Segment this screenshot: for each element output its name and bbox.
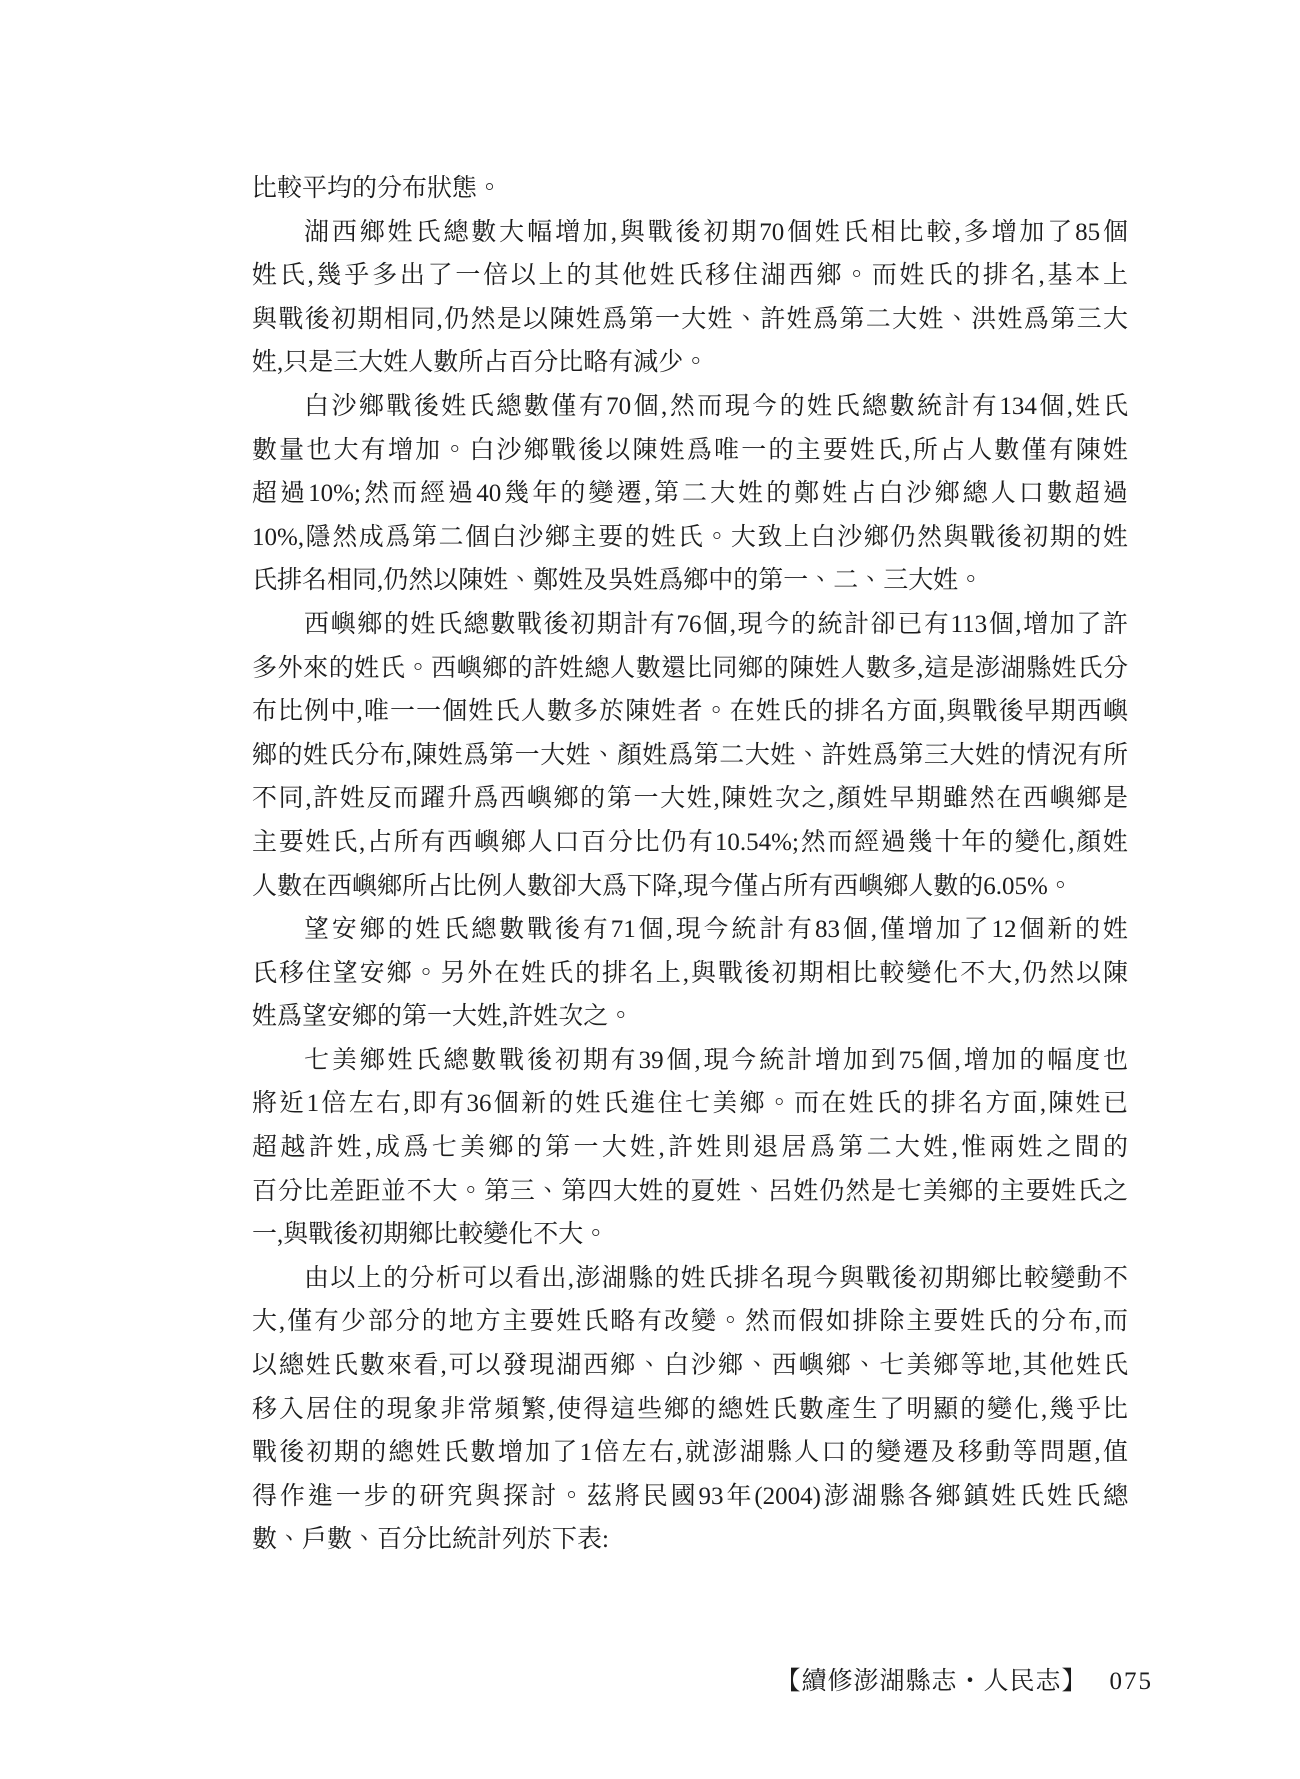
text-line: 鄉的姓氏分布,陳姓爲第一大姓、顏姓爲第二大姓、許姓爲第三大姓的情況有所 [252, 741, 1128, 769]
text-line: 以總姓氏數來看,可以發現湖西鄉、白沙鄉、西嶼鄉、七美鄉等地,其他姓氏 [252, 1352, 1128, 1380]
text-line: 10%,隱然成爲第二個白沙鄉主要的姓氏。大致上白沙鄉仍然與戰後初期的姓 [252, 523, 1128, 551]
text-line: 與戰後初期相同,仍然是以陳姓爲第一大姓、許姓爲第二大姓、洪姓爲第三大 [252, 305, 1128, 333]
text-line: 大,僅有少部分的地方主要姓氏略有改變。然而假如排除主要姓氏的分布,而 [252, 1308, 1128, 1336]
text-line: 比較平均的分布狀態。 [252, 175, 503, 202]
text-line: 西嶼鄉的姓氏總數戰後初期計有76個,現今的統計卻已有113個,增加了許 [304, 610, 1128, 638]
text-line: 氏移住望安鄉。另外在姓氏的排名上,與戰後初期相比較變化不大,仍然以陳 [252, 959, 1128, 987]
page-footer [775, 1664, 1153, 1700]
text-line: 不同,許姓反而躍升爲西嶼鄉的第一大姓,陳姓次之,顏姓早期雖然在西嶼鄉是 [252, 785, 1128, 813]
text-line: 得作進一步的研究與探討。茲將民國93年(2004)澎湖縣各鄉鎮姓氏姓氏總 [252, 1482, 1128, 1510]
text-line: 百分比差距並不大。第三、第四大姓的夏姓、呂姓仍然是七美鄉的主要姓氏之 [252, 1177, 1128, 1205]
text-line: 湖西鄉姓氏總數大幅增加,與戰後初期70個姓氏相比較,多增加了85個 [304, 218, 1128, 246]
text-line: 姓氏,幾乎多出了一倍以上的其他姓氏移住湖西鄉。而姓氏的排名,基本上 [252, 262, 1128, 290]
text-line: 姓爲望安鄉的第一大姓,許姓次之。 [252, 1003, 634, 1031]
body-text-block [252, 167, 1128, 1562]
book-title: 【續修澎湖縣志・人民志】 [775, 1668, 1088, 1695]
text-line: 一,與戰後初期鄉比較變化不大。 [252, 1221, 609, 1249]
text-line: 超越許姓,成爲七美鄉的第一大姓,許姓則退居爲第二大姓,惟兩姓之間的 [252, 1134, 1128, 1162]
text-line: 望安鄉的姓氏總數戰後有71個,現今統計有83個,僅增加了12個新的姓 [304, 916, 1128, 944]
text-line: 將近1倍左右,即有36個新的姓氏進住七美鄉。而在姓氏的排名方面,陳姓已 [252, 1090, 1128, 1118]
text-line: 氏排名相同,仍然以陳姓、鄭姓及吳姓爲鄉中的第一、二、三大姓。 [252, 567, 984, 595]
text-line: 數、戶數、百分比統計列於下表: [252, 1526, 609, 1554]
page-number: 075 [1109, 1668, 1153, 1695]
text-line: 布比例中,唯一一個姓氏人數多於陳姓者。在姓氏的排名方面,與戰後早期西嶼 [252, 698, 1128, 726]
text-line: 數量也大有增加。白沙鄉戰後以陳姓爲唯一的主要姓氏,所占人數僅有陳姓 [252, 436, 1128, 464]
text-line: 多外來的姓氏。西嶼鄉的許姓總人數還比同鄉的陳姓人數多,這是澎湖縣姓氏分 [252, 654, 1128, 682]
text-line: 戰後初期的總姓氏數增加了1倍左右,就澎湖縣人口的變遷及移動等問題,值 [252, 1439, 1128, 1467]
text-line: 由以上的分析可以看出,澎湖縣的姓氏排名現今與戰後初期鄉比較變動不 [304, 1264, 1128, 1292]
text-line: 人數在西嶼鄉所占比例人數卻大爲下降,現今僅占所有西嶼鄉人數的6.05%。 [252, 872, 1073, 900]
text-line: 姓,只是三大姓人數所占百分比略有減少。 [252, 349, 709, 377]
text-line: 主要姓氏,占所有西嶼鄉人口百分比仍有10.54%;然而經過幾十年的變化,顏姓 [252, 828, 1128, 856]
text-line: 七美鄉姓氏總數戰後初期有39個,現今統計增加到75個,增加的幅度也 [304, 1046, 1128, 1074]
text-line: 白沙鄉戰後姓氏總數僅有70個,然而現今的姓氏總數統計有134個,姓氏 [304, 392, 1128, 420]
text-line: 超過10%;然而經過40幾年的變遷,第二大姓的鄭姓占白沙鄉總人口數超過 [252, 480, 1128, 508]
text-line: 移入居住的現象非常頻繁,使得這些鄉的總姓氏數產生了明顯的變化,幾乎比 [252, 1395, 1128, 1423]
